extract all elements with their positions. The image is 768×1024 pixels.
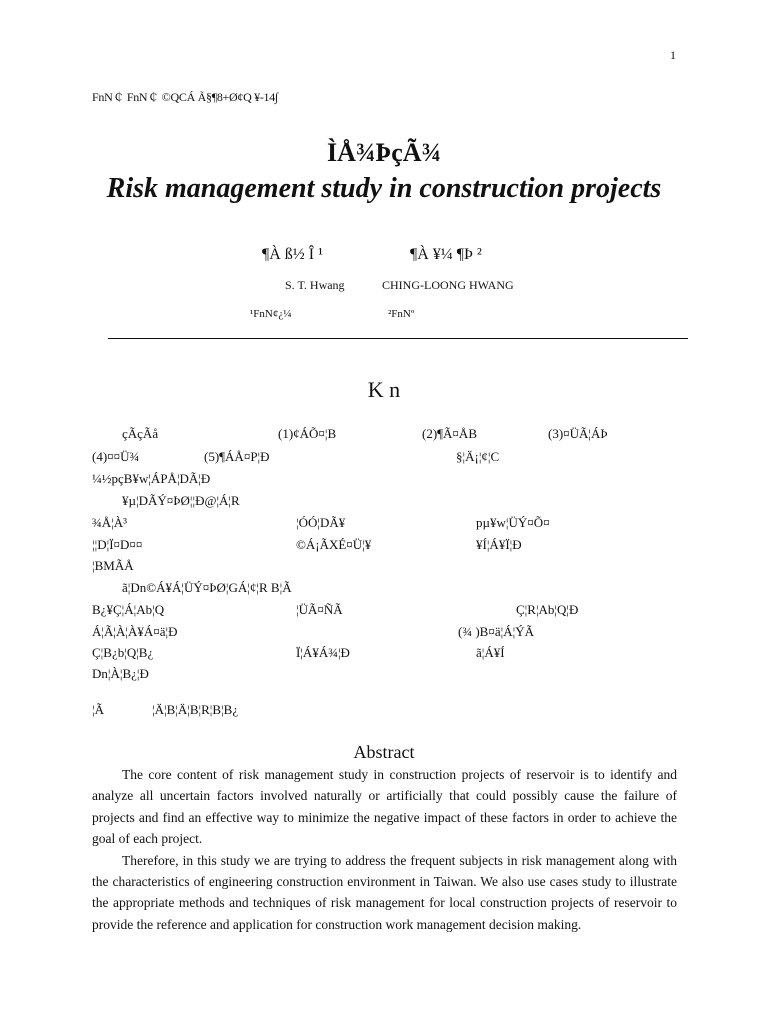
page-number: 1: [670, 48, 676, 62]
text-segment: §¦Ä¡¦¢¦C: [456, 449, 500, 464]
keywords-value: ¦Ä¦B¦Ä¦B¦R¦B¦B¿: [152, 702, 239, 717]
author1-name-english: S. T. Hwang: [285, 278, 345, 292]
text-segment: (4)¤¤Ü¾: [92, 449, 140, 464]
author2-affiliation: ²FnNº: [388, 308, 415, 320]
text-segment: ¼½pçB¥w¦ÁPÅ¦DÃ¦Ð: [92, 471, 211, 486]
text-segment: ã¦Dn©Á¥Á¦ÜÝ¤ÞØ¦GÁ¦¢¦R B¦Ã: [122, 580, 292, 595]
author1-affiliation: ¹FnN¢¿¼: [250, 308, 292, 320]
text-segment: ¥µ¦DÃÝ¤ÞØ¦¦Ð@¦Á¦R: [122, 493, 240, 508]
text-segment: ã¦Á¥Í: [476, 645, 505, 660]
title-chinese: ÌÅ¾ÞçÃ¾: [326, 138, 442, 167]
abstract-chinese-heading: K n: [367, 377, 401, 402]
text-segment: B¿¥Ç¦Á¦Ab¦Q: [92, 602, 165, 617]
text-segment: Ç¦R¦Ab¦Q¦Ð: [516, 602, 579, 617]
text-segment: ¾Å¦À³: [92, 515, 128, 530]
header-divider: [108, 338, 688, 339]
text-segment: ©Á¡ÃXÉ¤Ü¦¥: [296, 537, 372, 552]
text-segment: (5)¶ÁÅ¤P¦Ð: [204, 449, 270, 464]
abstract-paragraph: The core content of risk management study in construction projects of reservoir is to identify and analyze all uncertain factors involved naturally or artificially that could possibly cause the failure of projects and find an effective way to minimize the negative impact of these factors in order to achieve the goal of each project.: [92, 767, 677, 847]
text-segment: çÃçÃå: [122, 426, 159, 441]
journal-header: FnN￠ FnN￠ ©QCÁ Ã§¶8+Ø¢Q ¥-14∫: [92, 90, 278, 104]
text-segment: Dn¦À¦B¿¦Ð: [92, 666, 149, 681]
text-segment: Á¦Ã¦À¦À¥Á¤ä¦Ð: [92, 624, 178, 639]
title-english: Risk management study in construction projects: [106, 173, 662, 204]
text-segment: Ï¦Á¥Á¾¦Ð: [296, 645, 350, 660]
text-segment: ¦ÜÃ¤ÑÃ: [296, 602, 343, 617]
author2-name-chinese: ¶À ¥¼ ¶Þ ²: [410, 246, 482, 263]
keywords-label: ¦Ã: [92, 702, 104, 717]
abstract-paragraph: Therefore, in this study we are trying to address the frequent subjects in risk management along with the characteristics of engineering construction environment in Taiwan. We also use cases study to illustrate the appropriate methods and techniques of risk management for local construction projects of reservoir to provide the reference and application for construction work management decision making.: [92, 852, 677, 932]
text-segment: ¦¦D¦Ï¤D¤¤: [92, 537, 143, 552]
author2-name-english: CHING-LOONG HWANG: [382, 278, 514, 292]
text-segment: (2)¶Ã¤ÅB: [422, 426, 477, 441]
abstract-heading: Abstract: [353, 742, 415, 762]
abstract-body: [92, 764, 677, 935]
text-segment: pµ¥w¦ÜÝ¤Õ¤: [476, 515, 550, 530]
text-segment: ¦BMÃÅ: [92, 558, 134, 573]
text-segment: (3)¤ÜÃ¦ÁÞ: [548, 426, 608, 441]
author1-name-chinese: ¶À ß½ Î ¹: [262, 246, 323, 263]
text-segment: Ç¦B¿b¦Q¦B¿: [92, 645, 154, 660]
text-segment: ¦ÓÓ¦DÃ¥: [296, 515, 346, 530]
text-segment: ¥Í¦Á¥Ï¦Ð: [476, 537, 522, 552]
text-segment: (¾ )B¤ä¦Á¦ÝÃ: [458, 624, 534, 639]
text-segment: (1)¢ÁÕ¤¦B: [278, 426, 337, 441]
